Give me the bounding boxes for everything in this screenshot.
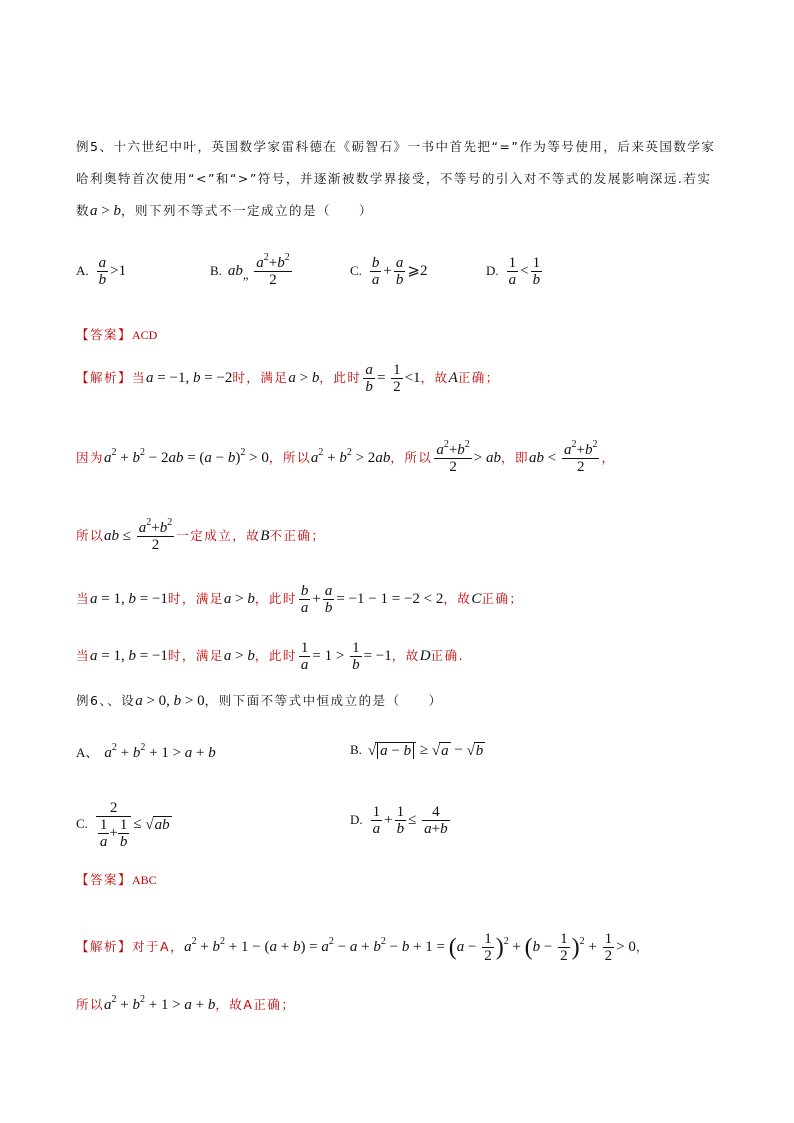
ex5-option-a[interactable]: A. $\frac{a}{b}$ >1 — [76, 255, 127, 288]
ex6-option-b[interactable]: B. √ a − b ≥ √a − √b — [350, 742, 484, 759]
ex5-option-c[interactable]: C. $\frac{b}{a}$ + $\frac{a}{b}$ ⩾2 — [350, 255, 428, 288]
ex6-solution-2: 所以$a^2 + b^2 + 1 > a + b$，故A正确； — [76, 994, 296, 1013]
ex6-answer: 【答案】ABC — [76, 872, 157, 887]
ex6-title: 例6、、设a > 0, b > 0，则下面不等式中恒成立的是（ ） — [76, 693, 443, 709]
ex6-option-a[interactable]: A、 $a^2 + b^2 + 1 > a + b$ — [76, 742, 216, 761]
ex6-option-d[interactable]: D. $\frac{1}{a}$ + $\frac{1}{b}$ ≤ $\frac{4}{a+b}$ — [350, 804, 448, 837]
ex6-option-c[interactable]: C. 2 $\frac{1}{a}$ + $\frac{1}{b}$ ≤ √ab — [76, 800, 170, 850]
ex5-solution-4: 当a = 1, b = −1时，满足a > b，此时 $\frac{b}{a}$ + $\frac{a}{b}$ = −1 − 1 = −2 < 2，故C正确； — [76, 583, 524, 616]
ex5-solution-5: 当a = 1, b = −1时，满足a > b，此时 $\frac{1}{a}$ = 1 > $\frac{1}{b}$ = −1，故D正确. — [76, 640, 465, 673]
ex5-option-b[interactable]: B. $ab_„$ $\frac{a^2+b^2}{2}$ — [210, 252, 290, 288]
ex5-line2: 哈利奥特首次使用“<”和“>”符号，并逐渐被数学界接受，不等号的引入对不等式的发展影响深远.若实 — [76, 171, 712, 186]
ex5-solution-1: 【解析】当a = −1, b = −2时，满足a > b，此时 $\frac{a}{b}$ = $\frac{1}{2}$ <1，故A正确； — [76, 362, 500, 395]
ex5-line1: 例5、十六世纪中叶，英国数学家雷科德在《砺智石》一书中首先把“=”作为等号使用，后来英国数学家 — [76, 139, 716, 154]
ex5-solution-2: 因为$a^2 + b^2 - 2ab = (a - b)^2 > 0$，所以$a^2 + b^2 > 2ab$，所以 $\frac{a^2+b^2}{2}$ > ab，即ab < $\frac{a^2+b^2}{2}$ ， — [76, 439, 616, 475]
ex6-solution-1: 【解析】对于A，$a^2 + b^2 + 1 - (a + b) = a^2 - a + b^2 - b + 1 = (a$ − $\frac{1}{2}$ )$^2$ + (b − $\frac{1}{2}$ )$^2$ + $\frac{1}{2}$ > 0， — [76, 931, 650, 964]
ex5-option-d[interactable]: D. $\frac{1}{a}$ < $\frac{1}{b}$ — [486, 255, 541, 288]
ex5-solution-3: 所以ab ≤ $\frac{a^2+b^2}{2}$ 一定成立，故B不正确； — [76, 517, 326, 553]
ex5-answer: 【答案】ACD — [76, 327, 158, 342]
ex5-line3: 数a > b，则下列不等式不一定成立的是（ ） — [76, 203, 373, 219]
